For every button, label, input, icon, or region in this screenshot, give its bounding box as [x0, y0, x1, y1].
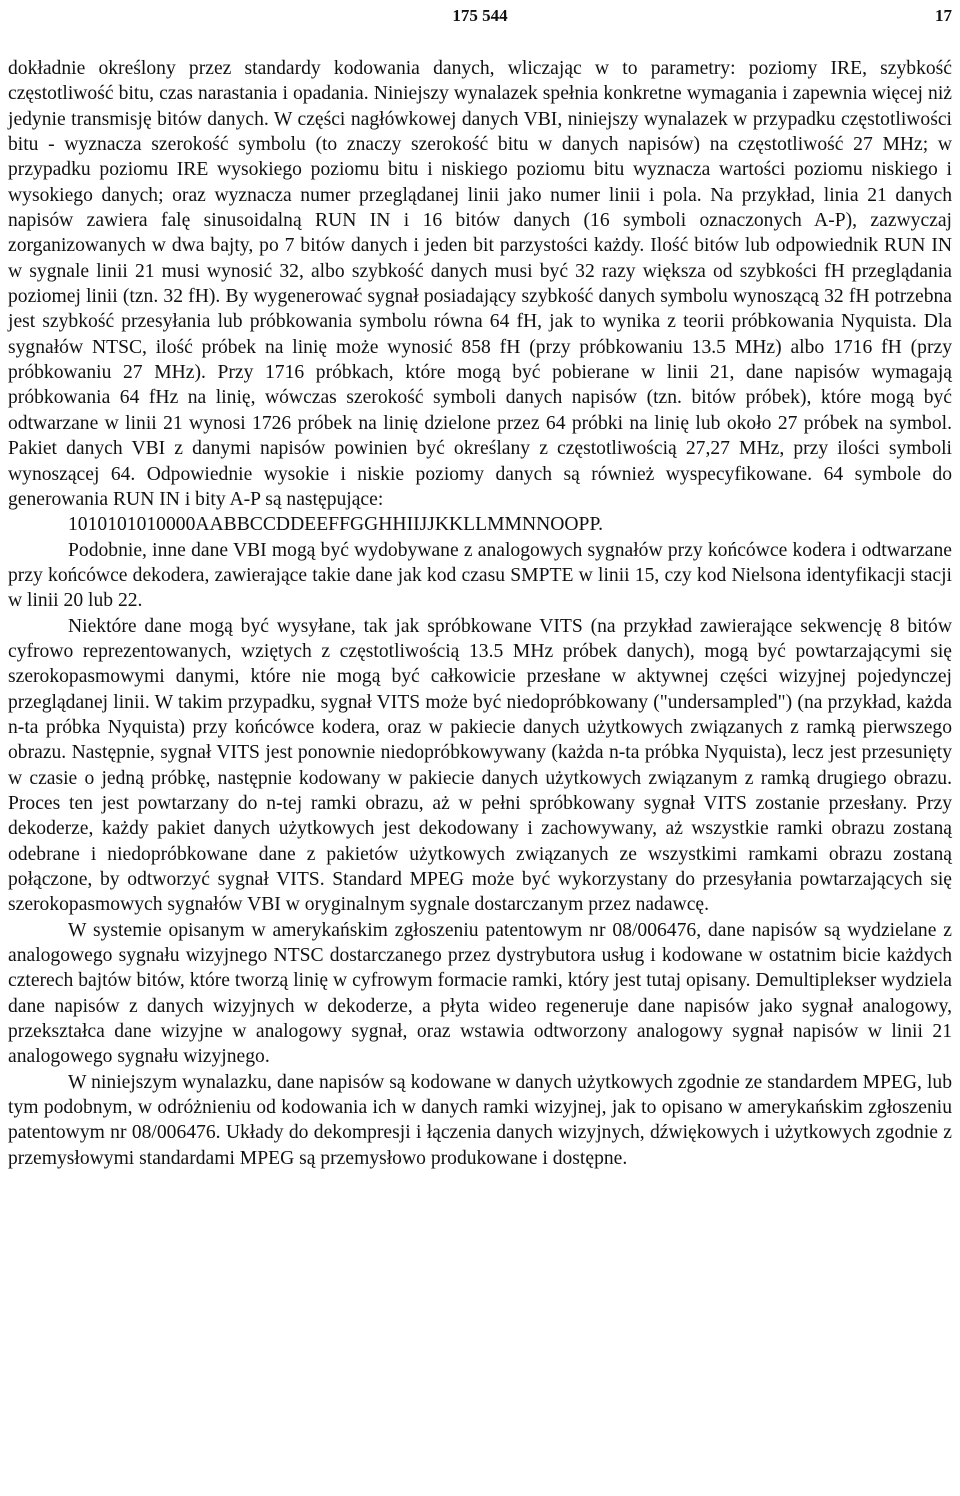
page-header [8, 6, 952, 30]
paragraph: Niektóre dane mogą być wysyłane, tak jak spróbkowane VITS (na przykład zawierające sekwencję 8 bitów cyfrowo reprezentowanych, wziętych z częstotliwością 13.5 MHz próbek danych), mogą być powtarzającymi się szerokopasmowymi danymi, które nie mogą być całkowicie przesłane w aktywnej części wizyjnej pojedynczej przeglądanej linii. W takim przypadku, sygnał VITS może być niedopróbkowany ("undersampled") (na przykład, każda n-ta próbka Nyquista) przy końcówce kodera, oraz w pakiecie danych użytkowych związanych z ramką pierwszego obrazu. Następnie, sygnał VITS jest ponownie niedopróbkowywany (każda n-ta próbka Nyquista), lecz jest przesunięty w czasie o jedną próbkę, następnie kodowany w pakiecie danych użytkowych związanym z ramką drugiego obrazu. Proces ten jest powtarzany do n-tej ramki obrazu, aż w pełni spróbkowany sygnał VITS zostanie przesłany. Przy dekoderze, każdy pakiet danych użytkowych jest dekodowany i zachowywany, aż wszystkie ramki obrazu zostaną odebrane i niedopróbkowane dane z pakietów użytkowych związanych ze wszystkimi ramkami obrazu zostaną połączone, by odtworzyć sygnał VITS. Standard MPEG może być wykorzystany do przesyłania powtarzających się szerokopasmowych sygnałów VBI w oryginalnym sygnale dostarczanym przez nadawcę. [8, 615, 952, 916]
paragraph-continuation: dokładnie określony przez standardy kodowania danych, wliczając w to parametry: poziomy IRE, szybkość częstotliwość bitu, czas narastania i opadania. Niniejszy wynalazek spełnia konkretne wymagania i zapewnia więcej niż jedynie transmisję bitów danych. W części nagłówkowej danych VBI, niniejszy wynalazek w przypadku częstotliwości bitu - wyznacza szerokość symbolu (to znaczy szerokość bitu w danych napisów) na częstotliwość 27 MHz; w przypadku poziomu IRE wysokiego poziomu bitu i niskiego poziomu bitu wyznacza wartości poziomu niskiego i wysokiego danych; oraz wyznacza numer przeglądanej linii jako numer linii i pola. Na przykład, linia 21 danych napisów zawiera falę sinusoidalną RUN IN i 16 bitów danych (16 symboli oznaczonych A-P), zazwyczaj zorganizowanych w dwa bajty, po 7 bitów danych i jeden bit parzystości każdy. Ilość bitów lub odpowiednik RUN IN w sygnale linii 21 musi wynosić 32, albo szybkość danych musi być 32 razy większa od szybkości fH przeglądania poziomej linii (tzn. 32 fH). By wygenerować sygnał posiadający szybkość danych symbolu wynoszącą 32 fH potrzebna jest szybkość przesyłania lub próbkowania symbolu równa 64 fH, jak to wynika z teorii próbkowania Nyquista. Dla sygnałów NTSC, ilość próbek na linię może wynosić 858 fH (przy próbkowaniu 13.5 MHz) albo 1716 fH (przy próbkowaniu 27 MHz). Przy 1716 próbkach, które mogą być pobierane w linii 21, dane napisów wymagają próbkowania 64 fHz na linię, wówczas szerokość symboli danych napisów (tzn. bitów próbek), które mogą być odtwarzane w linii 21 wynosi 1726 próbek na linię dzielone przez 64 próbki na linię lub około 27 próbek na symbol. Pakiet danych VBI z danymi napisów powinien być określany z częstotliwością 27,27 MHz, przy ilości symboli wynoszącej 64. Odpowiednie wysokie i niskie poziomy danych są również wyspecyfikowane. 64 symbole do generowania RUN IN i bity A-P są następujące: [8, 58, 952, 510]
document-page [8, 0, 952, 1496]
paragraph: W systemie opisanym w amerykańskim zgłoszeniu patentowym nr 08/006476, dane napisów są wydzielane z analogowego sygnału wizyjnego NTSC dostarczanego przez dystrybutora usług i kodowane w ostatnim bicie każdych czterech bajtów bitów, które tworzą linię w cyfrowym formacie ramki, który jest tutaj opisany. Demultiplekser wydziela dane napisów z danych wizyjnych w dekoderze, a płyta wideo regeneruje dane napisów jako sygnał analogowy, przekształca dane wizyjne w analogowy sygnał, oraz wstawia odtworzony analogowy sygnał napisów w linii 21 analogowego sygnału wizyjnego. [8, 919, 952, 1068]
paragraph: Podobnie, inne dane VBI mogą być wydobywane z analogowych sygnałów przy końcówce kodera i odtwarzane przy końcówce dekodera, zawierające takie dane jak kod czasu SMPTE w linii 15, czy kod Nielsona identyfikacji stacji w linii 20 lub 22. [8, 539, 952, 612]
page-number: 17 [935, 6, 952, 25]
body-text [8, 56, 952, 1171]
symbol-sequence: 1010101010000AABBCCDDEEFFGGHHIIJJKKLLMMNNOOPP. [68, 514, 604, 536]
paragraph: W niniejszym wynalazku, dane napisów są kodowane w danych użytkowych zgodnie ze standardem MPEG, lub tym podobnym, w odróżnieniu od kodowania ich w danych ramki wizyjnej, jak to opisano w amerykańskim zgłoszeniu patentowym nr 08/006476. Układy do dekompresji i łączenia danych wizyjnych, dźwiękowych i użytkowych zgodnie z przemysłowymi standardami MPEG są przemysłowo produkowane i dostępne. [8, 1071, 952, 1169]
document-number: 175 544 [452, 6, 508, 25]
